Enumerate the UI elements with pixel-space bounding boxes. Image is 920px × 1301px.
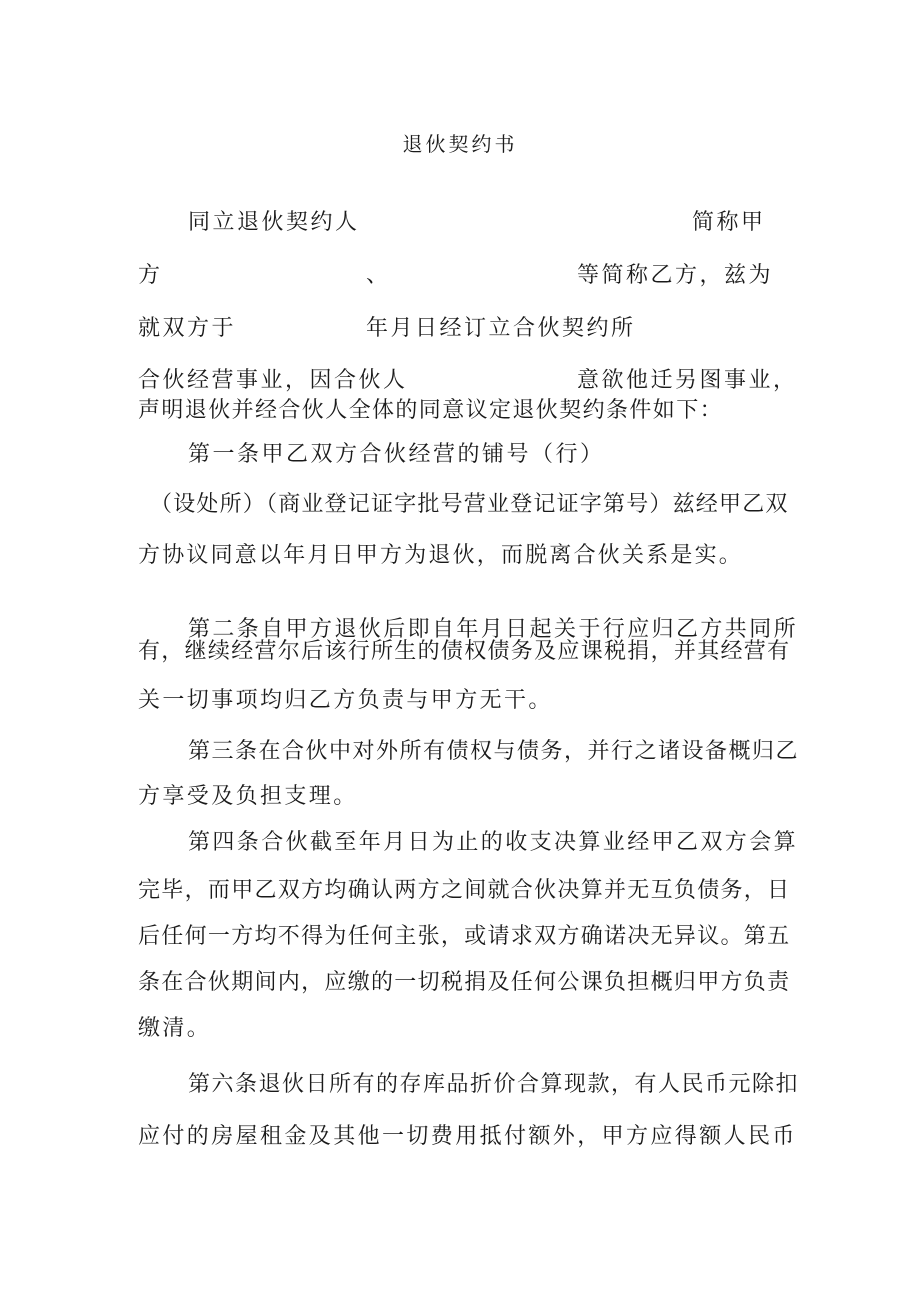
- text-line-14: 完毕，而甲乙双方均确认两方之间就合伙决算并无互负债务，日: [138, 878, 791, 903]
- text-line-16: 条在合伙期间内，应缴的一切税捐及任何公课负担概归甲方负责: [138, 970, 791, 995]
- text-line-2a: 就双方于: [138, 316, 237, 341]
- text-line-10: 关一切事项均归乙方负责与甲方无干。: [138, 688, 553, 713]
- text-line-6: （设处所）（商业登记证字批号营业登记证字第号）兹经甲乙双: [150, 492, 789, 517]
- text-line-15: 后任何一方均不得为任何主张，或请求双方确诺决无异议。第五: [138, 924, 791, 949]
- text-line-3b: 意欲他迁另图事业，: [577, 368, 798, 393]
- text-line-0a: 同立退伙契约人: [188, 210, 360, 235]
- text-line-5: 第一条甲乙双方合伙经营的铺号（行）: [188, 442, 605, 467]
- text-line-17: 缴清。: [138, 1016, 212, 1041]
- text-line-3a: 合伙经营事业，因合伙人: [138, 368, 408, 393]
- text-line-8: 第二条自甲方退伙后即自年月日起关于行应归乙方共同所: [188, 617, 799, 642]
- text-line-0b: 简称甲: [692, 210, 766, 235]
- text-line-9: 有，继续经营尔后该行所生的债权债务及应课税捐，并其经营有: [138, 639, 791, 664]
- text-line-19: 应付的房屋租金及其他一切费用抵付额外，甲方应得额人民币: [138, 1124, 797, 1149]
- text-line-13: 第四条合伙截至年月日为止的收支决算业经甲乙双方会算: [188, 830, 799, 855]
- text-line-4: 声明退伙并经合伙人全体的同意议定退伙契约条件如下：: [138, 398, 724, 423]
- text-line-11: 第三条在合伙中对外所有债权与债务，并行之诸设备概归乙: [188, 739, 800, 764]
- text-line-12: 方享受及负担支理。: [138, 784, 358, 809]
- text-line-2b: 年月日经订立合伙契约所: [366, 316, 636, 341]
- text-line-18: 第六条退伙日所有的存库品折价合算现款，有人民币元除扣: [188, 1072, 800, 1097]
- text-line-1a: 方: [138, 263, 163, 288]
- text-line-1b: 、: [366, 263, 391, 288]
- text-line-1c: 等简称乙方，兹为: [577, 263, 774, 288]
- document-title: 退伙契约书: [402, 132, 518, 156]
- text-line-7: 方协议同意以年月日甲方为退伙，而脱离合伙关系是实。: [138, 543, 744, 568]
